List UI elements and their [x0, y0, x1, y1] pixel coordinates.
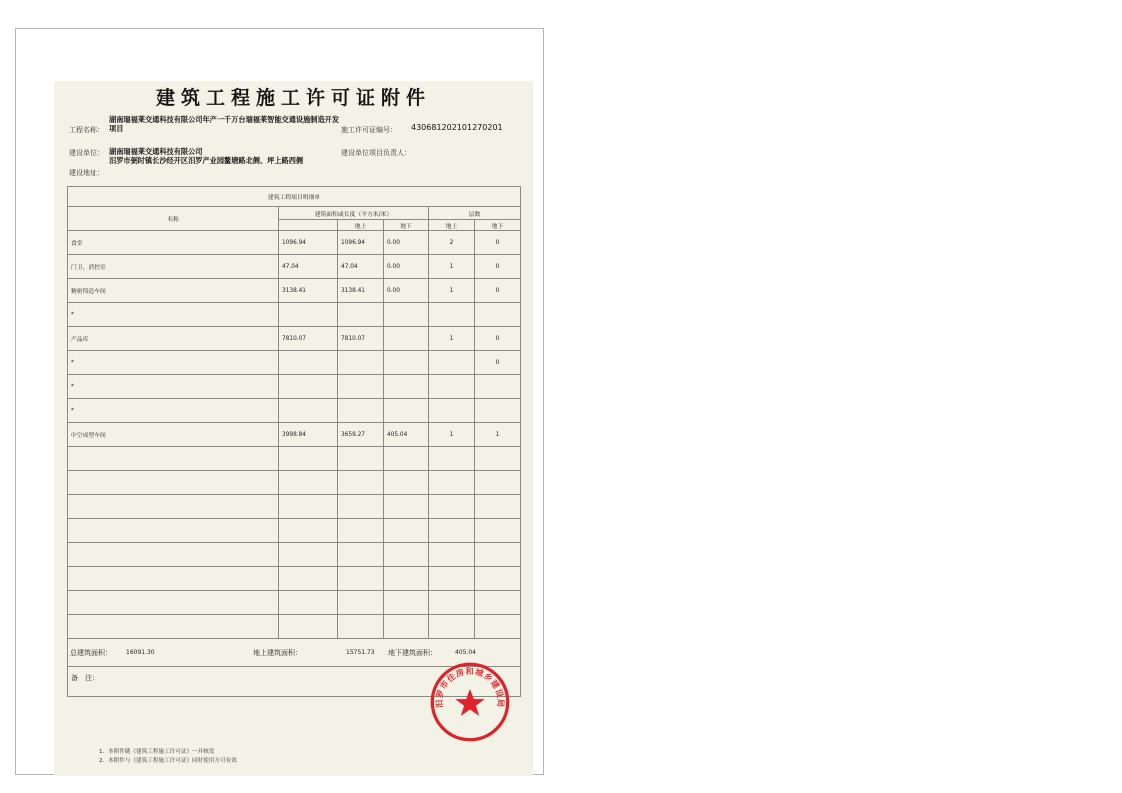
- row-floors-below: [475, 615, 521, 639]
- row-floors-below: 0: [475, 279, 521, 303]
- row-area-above: [338, 543, 384, 567]
- row-area-total: [279, 519, 338, 543]
- row-area-above: 3659.27: [338, 423, 384, 447]
- row-area-below: 0.00: [384, 255, 429, 279]
- total-area-value: 16091.30: [126, 649, 155, 656]
- row-area-total: [279, 495, 338, 519]
- row-area-above: [338, 399, 384, 423]
- row-area-total: [279, 615, 338, 639]
- row-floors-above: [429, 303, 475, 327]
- row-floors-above: [429, 615, 475, 639]
- table-row: [68, 279, 521, 303]
- row-floors-above: [429, 471, 475, 495]
- seal-star-icon: [455, 689, 485, 716]
- row-floors-below: 0: [475, 327, 521, 351]
- row-floors-above: [429, 447, 475, 471]
- col-floors-below-header: 地下: [475, 220, 521, 231]
- row-area-below: [384, 495, 429, 519]
- below-area-label: 地下建筑面积：: [388, 649, 437, 657]
- row-floors-above: [429, 519, 475, 543]
- row-area-above: 3138.41: [338, 279, 384, 303]
- row-name: 食堂: [68, 231, 279, 255]
- row-floors-below: [475, 303, 521, 327]
- row-name: *: [68, 375, 279, 399]
- row-name: *: [68, 399, 279, 423]
- row-area-above: [338, 495, 384, 519]
- row-area-above: 1096.94: [338, 231, 384, 255]
- footnote-2: 2．本附件与《建筑工程施工许可证》同时使用方可有效: [99, 758, 237, 764]
- table-row: [68, 375, 521, 399]
- row-floors-above: [429, 543, 475, 567]
- row-floors-below: 0: [475, 351, 521, 375]
- row-floors-below: [475, 519, 521, 543]
- official-seal: [429, 661, 511, 743]
- project-detail-table: [67, 186, 521, 697]
- footnotes: [99, 748, 237, 766]
- row-floors-above: 1: [429, 327, 475, 351]
- row-floors-above: 1: [429, 255, 475, 279]
- row-floors-below: [475, 375, 521, 399]
- table-row: [68, 399, 521, 423]
- row-name: *: [68, 351, 279, 375]
- table-row: [68, 303, 521, 327]
- row-area-total: [279, 471, 338, 495]
- project-manager-label: 建设单位项目负责人：: [341, 149, 411, 157]
- table-row: [68, 543, 521, 567]
- above-area-value: 15751.73: [346, 649, 375, 656]
- total-area-label: 总建筑面积：: [70, 649, 112, 657]
- row-floors-below: [475, 471, 521, 495]
- table-row: [68, 495, 521, 519]
- row-floors-above: 1: [429, 279, 475, 303]
- document-title: 建筑工程施工许可证附件: [155, 87, 431, 109]
- row-floors-above: [429, 567, 475, 591]
- row-name: 门卫、消控室: [68, 255, 279, 279]
- row-floors-above: [429, 375, 475, 399]
- row-floors-below: [475, 399, 521, 423]
- row-area-below: [384, 543, 429, 567]
- col-area-below-header: 地下: [384, 220, 429, 231]
- table-row: [68, 351, 521, 375]
- row-floors-below: 0: [475, 255, 521, 279]
- row-area-above: [338, 471, 384, 495]
- builder-value: 湖南瑞福莱交通科技有限公司: [109, 147, 203, 156]
- table-row: [68, 231, 521, 255]
- row-area-below: [384, 567, 429, 591]
- table-row: [68, 591, 521, 615]
- row-area-above: [338, 567, 384, 591]
- row-name: [68, 471, 279, 495]
- table-row: [68, 327, 521, 351]
- col-floors-above-header: 地上: [429, 220, 475, 231]
- remark-label: 备 注：: [71, 674, 99, 682]
- row-area-above: [338, 447, 384, 471]
- project-name-value: 湖南瑞福莱交通科技有限公司年产一千万台瑞福莱智能交通设施制造开发项目: [109, 115, 340, 133]
- row-floors-above: 1: [429, 423, 475, 447]
- row-area-below: 0.00: [384, 279, 429, 303]
- table-title: 建筑工程项目明细单: [68, 187, 521, 207]
- row-area-above: [338, 519, 384, 543]
- row-name: [68, 519, 279, 543]
- row-area-above: [338, 591, 384, 615]
- row-area-above: [338, 303, 384, 327]
- row-area-total: 1096.94: [279, 231, 338, 255]
- permit-no-label: 施工许可证编号：: [341, 126, 397, 134]
- row-floors-above: [429, 591, 475, 615]
- above-area-label: 地上建筑面积：: [253, 649, 302, 657]
- row-name: *: [68, 303, 279, 327]
- permit-attachment: [54, 81, 533, 776]
- row-area-below: [384, 327, 429, 351]
- row-area-total: [279, 567, 338, 591]
- row-name: [68, 543, 279, 567]
- row-area-total: [279, 303, 338, 327]
- below-area-value: 405.04: [455, 649, 476, 656]
- row-floors-below: 1: [475, 423, 521, 447]
- col-name-header: 名称: [68, 207, 279, 231]
- row-floors-above: 2: [429, 231, 475, 255]
- row-area-total: [279, 399, 338, 423]
- row-area-below: [384, 351, 429, 375]
- row-area-above: 7810.07: [338, 327, 384, 351]
- row-area-total: [279, 375, 338, 399]
- row-area-below: [384, 399, 429, 423]
- row-name: [68, 591, 279, 615]
- row-area-total: 3998.84: [279, 423, 338, 447]
- col-floors-header: 层数: [429, 207, 521, 220]
- row-area-total: [279, 447, 338, 471]
- table-row: [68, 447, 521, 471]
- row-floors-below: [475, 543, 521, 567]
- row-area-below: [384, 591, 429, 615]
- table-row: [68, 255, 521, 279]
- row-name: 中空成型车间: [68, 423, 279, 447]
- address-value: 汨罗市弼时镇长沙经开区汨罗产业园鳌塘路北侧、坪上路西侧: [109, 156, 304, 165]
- row-area-below: 0.00: [384, 231, 429, 255]
- row-floors-above: [429, 351, 475, 375]
- table-row: [68, 615, 521, 639]
- row-area-below: [384, 615, 429, 639]
- row-area-below: 405.04: [384, 423, 429, 447]
- builder-label: 建设单位：: [69, 149, 104, 157]
- permit-no-value: 430681202101270201: [411, 123, 503, 132]
- seal-text: 汨罗市住房和城乡建设局: [433, 665, 507, 709]
- row-floors-below: [475, 447, 521, 471]
- row-floors-below: [475, 495, 521, 519]
- row-floors-above: [429, 399, 475, 423]
- col-area-above-header: 地上: [338, 220, 384, 231]
- table-row: [68, 567, 521, 591]
- row-name: [68, 615, 279, 639]
- row-name: [68, 495, 279, 519]
- row-area-total: 47.04: [279, 255, 338, 279]
- row-floors-below: 0: [475, 231, 521, 255]
- row-area-below: [384, 519, 429, 543]
- row-area-above: [338, 615, 384, 639]
- row-area-below: [384, 471, 429, 495]
- document-page: [15, 28, 544, 775]
- row-name: [68, 447, 279, 471]
- row-name: 产品库: [68, 327, 279, 351]
- project-name-label: 工程名称：: [69, 126, 104, 134]
- row-area-total: [279, 591, 338, 615]
- row-area-above: 47.04: [338, 255, 384, 279]
- row-area-total: [279, 543, 338, 567]
- row-name: 精密铸造车间: [68, 279, 279, 303]
- footnote-1: 1．本附件随《建筑工程施工许可证》一并核发: [99, 749, 215, 755]
- row-floors-above: [429, 495, 475, 519]
- row-area-total: [279, 351, 338, 375]
- row-floors-below: [475, 591, 521, 615]
- table-row: [68, 471, 521, 495]
- col-area-total-header: [279, 220, 338, 231]
- address-label: 建设地址：: [69, 169, 104, 177]
- row-area-above: [338, 351, 384, 375]
- row-area-total: 3138.41: [279, 279, 338, 303]
- row-area-total: 7810.07: [279, 327, 338, 351]
- row-area-below: [384, 375, 429, 399]
- table-row: [68, 423, 521, 447]
- row-floors-below: [475, 567, 521, 591]
- row-name: [68, 567, 279, 591]
- col-area-header: 建筑面积或长度（平方米/米）: [279, 207, 429, 220]
- table-row: [68, 519, 521, 543]
- row-area-below: [384, 447, 429, 471]
- row-area-above: [338, 375, 384, 399]
- row-area-below: [384, 303, 429, 327]
